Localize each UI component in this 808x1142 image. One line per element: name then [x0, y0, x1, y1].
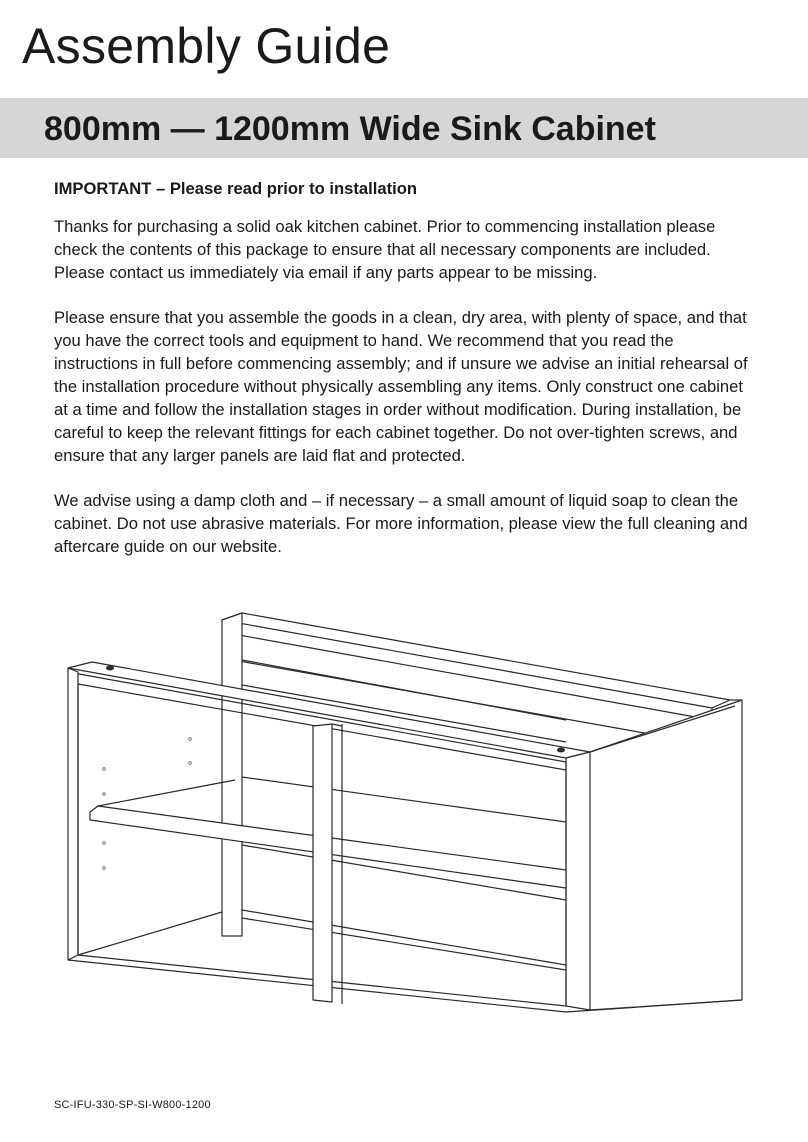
- right-side-panel: [566, 700, 742, 1010]
- assembly-paragraph: Please ensure that you assemble the goods in a clean, dry area, with plenty of space, and that you have the correct tools and equipment to hand. We recommend that you read the instructions in full before commencing assembly; and if unsure we advise an initial rehearsal of the installation procedure without physically assembling any items. Only construct one cabinet at a time and follow the installation stages in order without modification. During installation, be careful to keep the relevant fittings for each cabinet together. Do not over-tighten screws, and ensure that any larger panels are laid flat and protected.: [54, 308, 748, 465]
- instructions-body: [54, 176, 758, 580]
- fixing-hole: [106, 666, 114, 671]
- shelf-pin-hole: [103, 793, 106, 796]
- shelf-pin-hole: [103, 842, 106, 845]
- document-code: SC-IFU-330-SP-SI-W800-1200: [54, 1099, 211, 1111]
- cabinet-illustration: [60, 605, 750, 1015]
- left-side-panel: [68, 668, 78, 960]
- shelf-pin-hole: [189, 738, 192, 741]
- cleaning-paragraph: We advise using a damp cloth and – if necessary – a small amount of liquid soap to clean the cabinet. Do not use abrasive materials. For more information, please view the full cleaning and aftercare guide on our website.: [54, 491, 748, 556]
- shelf-pin-hole: [189, 762, 192, 765]
- shelf-pin-hole: [103, 768, 106, 771]
- center-divider: [313, 724, 332, 1002]
- fixing-hole: [557, 748, 565, 753]
- important-heading: IMPORTANT – Please read prior to installation: [54, 179, 417, 198]
- page-subtitle: 800mm — 1200mm Wide Sink Cabinet: [44, 110, 656, 148]
- shelf-pin-hole: [103, 867, 106, 870]
- left-back-post: [222, 613, 242, 936]
- intro-paragraph: Thanks for purchasing a solid oak kitchen cabinet. Prior to commencing installation please check the contents of this package to ensure that all necessary components are included. Please contact us immediately via email if any parts appear to be missing.: [54, 217, 716, 282]
- page-title: Assembly Guide: [22, 18, 391, 74]
- back-top-rail: [222, 613, 730, 708]
